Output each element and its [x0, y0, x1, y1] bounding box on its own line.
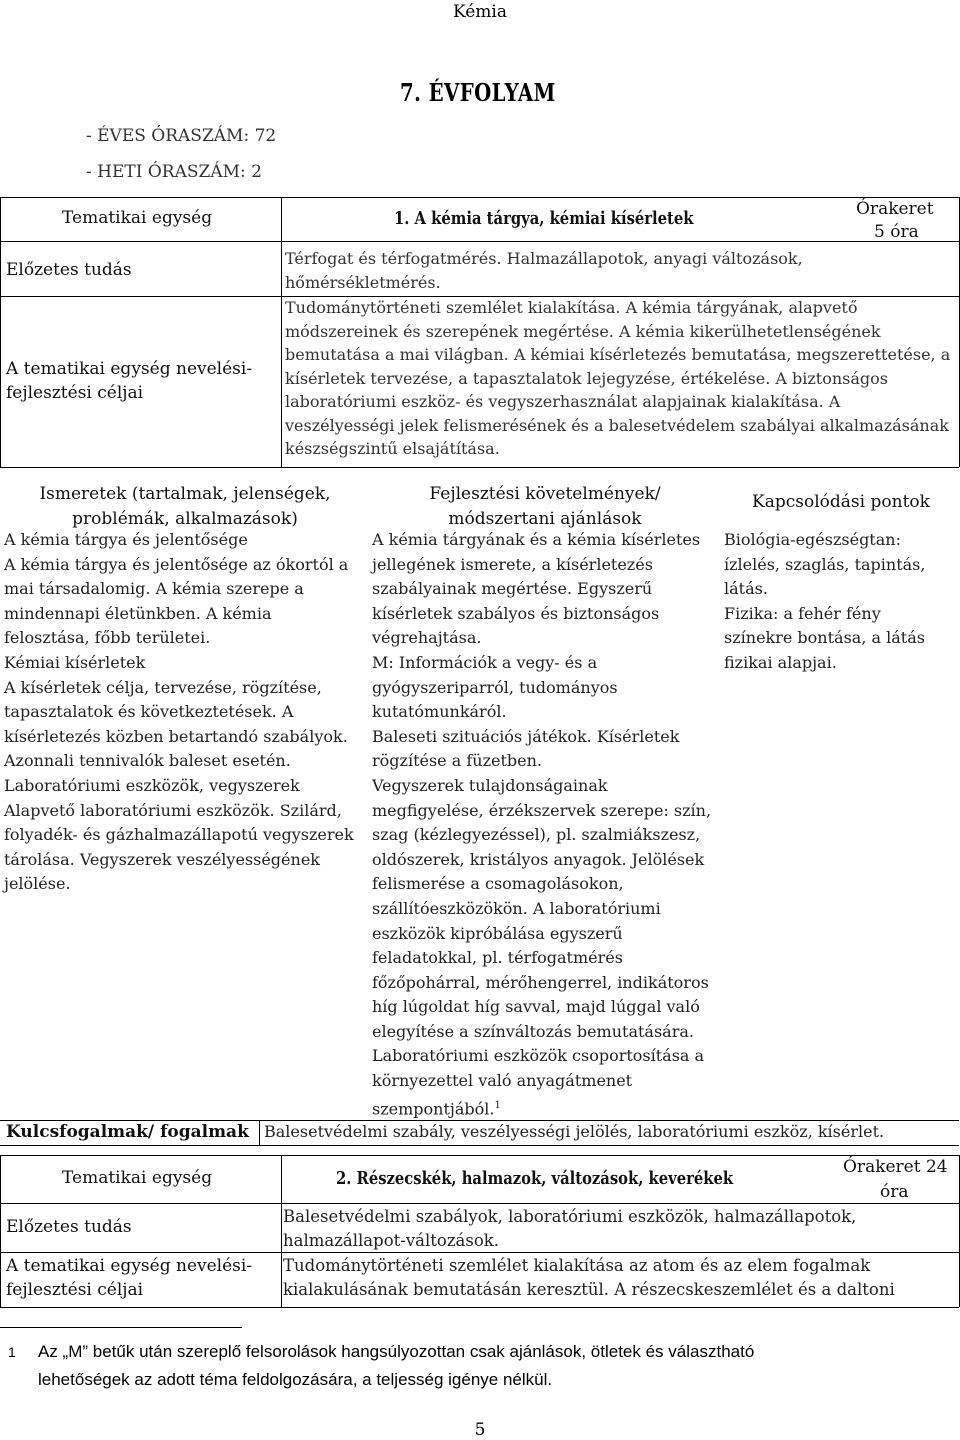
kulcs-divider [0, 1120, 959, 1121]
unit2-celok-label: A tematikai egység nevelési- fejlesztési céljai [6, 1256, 253, 1300]
unit2-orakeret-unit: óra [880, 1182, 909, 1202]
unit1-orakeret-value: 5 óra [874, 222, 919, 242]
weekly-hours: - HETI ÓRASZÁM: 2 [86, 162, 262, 182]
footnote-line-1: Az „M” betűk után szereplő felsorolások hangsúlyozottan csak ajánlások, ötletek és választható [38, 1342, 755, 1361]
col-header-ismeretek: Ismeretek (tartalmak, jelenségek, problémák, alkalmazások) [39, 484, 331, 529]
kulcs-col-divider [259, 1120, 260, 1145]
unit1-elozetes-text: Térfogat és térfogatmérés. Halmazállapotok, anyagi változások, hőmérsékletmérés. [285, 249, 803, 292]
footnote-number: 1 [8, 1344, 16, 1360]
unit1-orakeret-label: Órakeret [856, 199, 934, 219]
kapcsolodasi-column: Biológia-egészségtan: ízlelés, szaglás, tapintás, látás. Fizika: a fehér fény színekre bontása, a látás fizikai alapjai. [724, 530, 926, 672]
col-header-kapcsolodasi: Kapcsolódási pontok [752, 492, 930, 512]
page-number: 5 [474, 1420, 486, 1440]
running-header: Kémia [453, 2, 507, 22]
grade-title: 7. ÉVFOLYAM [400, 78, 556, 107]
unit1-title: 1. A kémia tárgya, kémiai kísérletek [394, 208, 694, 229]
unit1-tematikai-label: Tematikai egység [62, 208, 213, 228]
unit1-celok-text: Tudománytörténeti szemlélet kialakítása. A kémia tárgyának, alapvető módszereinek és szerepének megértése. A kémia kikerülhetetlenségének bemutatása a mai világban. A kémiai kísérletezés bemutatása, megszerettetése, a kísérletek tervezése, a tapasztalatok lejegyzése, értékelése. A biztonságos laboratóriumi eszköz- és vegyszerhasználat alapjainak kialakítása. A veszélyességi jelek felismerésének és a balesetvédelem szabályai alkalmazásának készségszintű elsajátítása. [285, 298, 951, 458]
unit1-elozetes-label: Előzetes tudás [6, 260, 132, 280]
kulcs-divider-bottom [0, 1145, 959, 1146]
unit1-celok-label: A tematikai egység nevelési- fejlesztési céljai [6, 359, 253, 403]
unit2-elozetes-label: Előzetes tudás [6, 1217, 132, 1237]
unit2-title: 2. Részecskék, halmazok, változások, keverékek [336, 1168, 734, 1189]
kulcs-value: Balesetvédelmi szabály, veszélyességi jelölés, laboratóriumi eszköz, kísérlet. [264, 1122, 885, 1141]
unit2-celok-text: Tudománytörténeti szemlélet kialakítása az atom és az elem fogalmak kialakulásának bemutatásán keresztül. A részecskeszemlélet és a daltoni [283, 1256, 895, 1299]
unit2-orakeret-label: Órakeret 24 [843, 1157, 948, 1177]
fejlesztesi-column: A kémia tárgyának és a kémia kísérletes jellegének ismerete, a kísérletezés szabályainak megértése. Egyszerű kísérletek szabályos és biztonságos végrehajtása. M: Információk a vegy- és a gyógyszeriparról, tudományos kutatómunkáról. Baleseti szituációs játékok. Kísérletek rögzítése a füzetben. Vegyszerek tulajdonságainak megfigyelése, érzékszervek szerepe: szín, szag (kézlegyezéssel), pl. szalmiákszesz, oldószerek, kristályos anyagok. Jelölések felismerése a csomagolásokon, szállítóeszközökön. A laboratóriumi eszközök kipróbálása egyszerű feladatokkal, pl. térfogatmérés főzőpohárral, mérőhengerrel, indikátoros híg lúgoldat híg savval, majd lúggal való elegyítése a színváltozás bemutatására. Laboratóriumi eszközök csoportosítása a környezettel való anyagátmenet szempontjából.$^1$ [372, 530, 712, 1118]
kulcs-label: Kulcsfogalmak/ fogalmak [6, 1122, 249, 1142]
footnote-line-2: lehetőségek az adott téma feldolgozására, a teljesség igénye nélkül. [38, 1370, 553, 1389]
unit2-elozetes-text: Balesetvédelmi szabályok, laboratóriumi eszközök, halmazállapotok, halmazállapot-változások. [283, 1207, 857, 1250]
footnote-separator [0, 1327, 242, 1328]
unit2-tematikai-label: Tematikai egység [62, 1168, 213, 1188]
footnote-ref: 1 [494, 1099, 501, 1111]
footnote [8, 1338, 958, 1394]
col-header-fejlesztesi: Fejlesztési követelmények/ módszertani ajánlások [429, 484, 661, 529]
yearly-hours: - ÉVES ÓRASZÁM: 72 [86, 126, 277, 146]
ismeretek-column: A kémia tárgya és jelentősége A kémia tárgya és jelentősége az ókortól a mai társadalomig. A kémia szerepe a mindennapi életünkben. A kémia felosztása, főbb területei. Kémiai kísérletek A kísérletek célja, tervezése, rögzítése, tapasztalatok és következtetések. A kísérletezés közben betartandó szabályok. Azonnali tennivalók baleset esetén. Laboratóriumi eszközök, vegyszerek Alapvető laboratóriumi eszközök. Szilárd, folyadék- és gázhalmazállapotú vegyszerek tárolása. Vegyszerek veszélyességének jelölése. [4, 530, 354, 894]
